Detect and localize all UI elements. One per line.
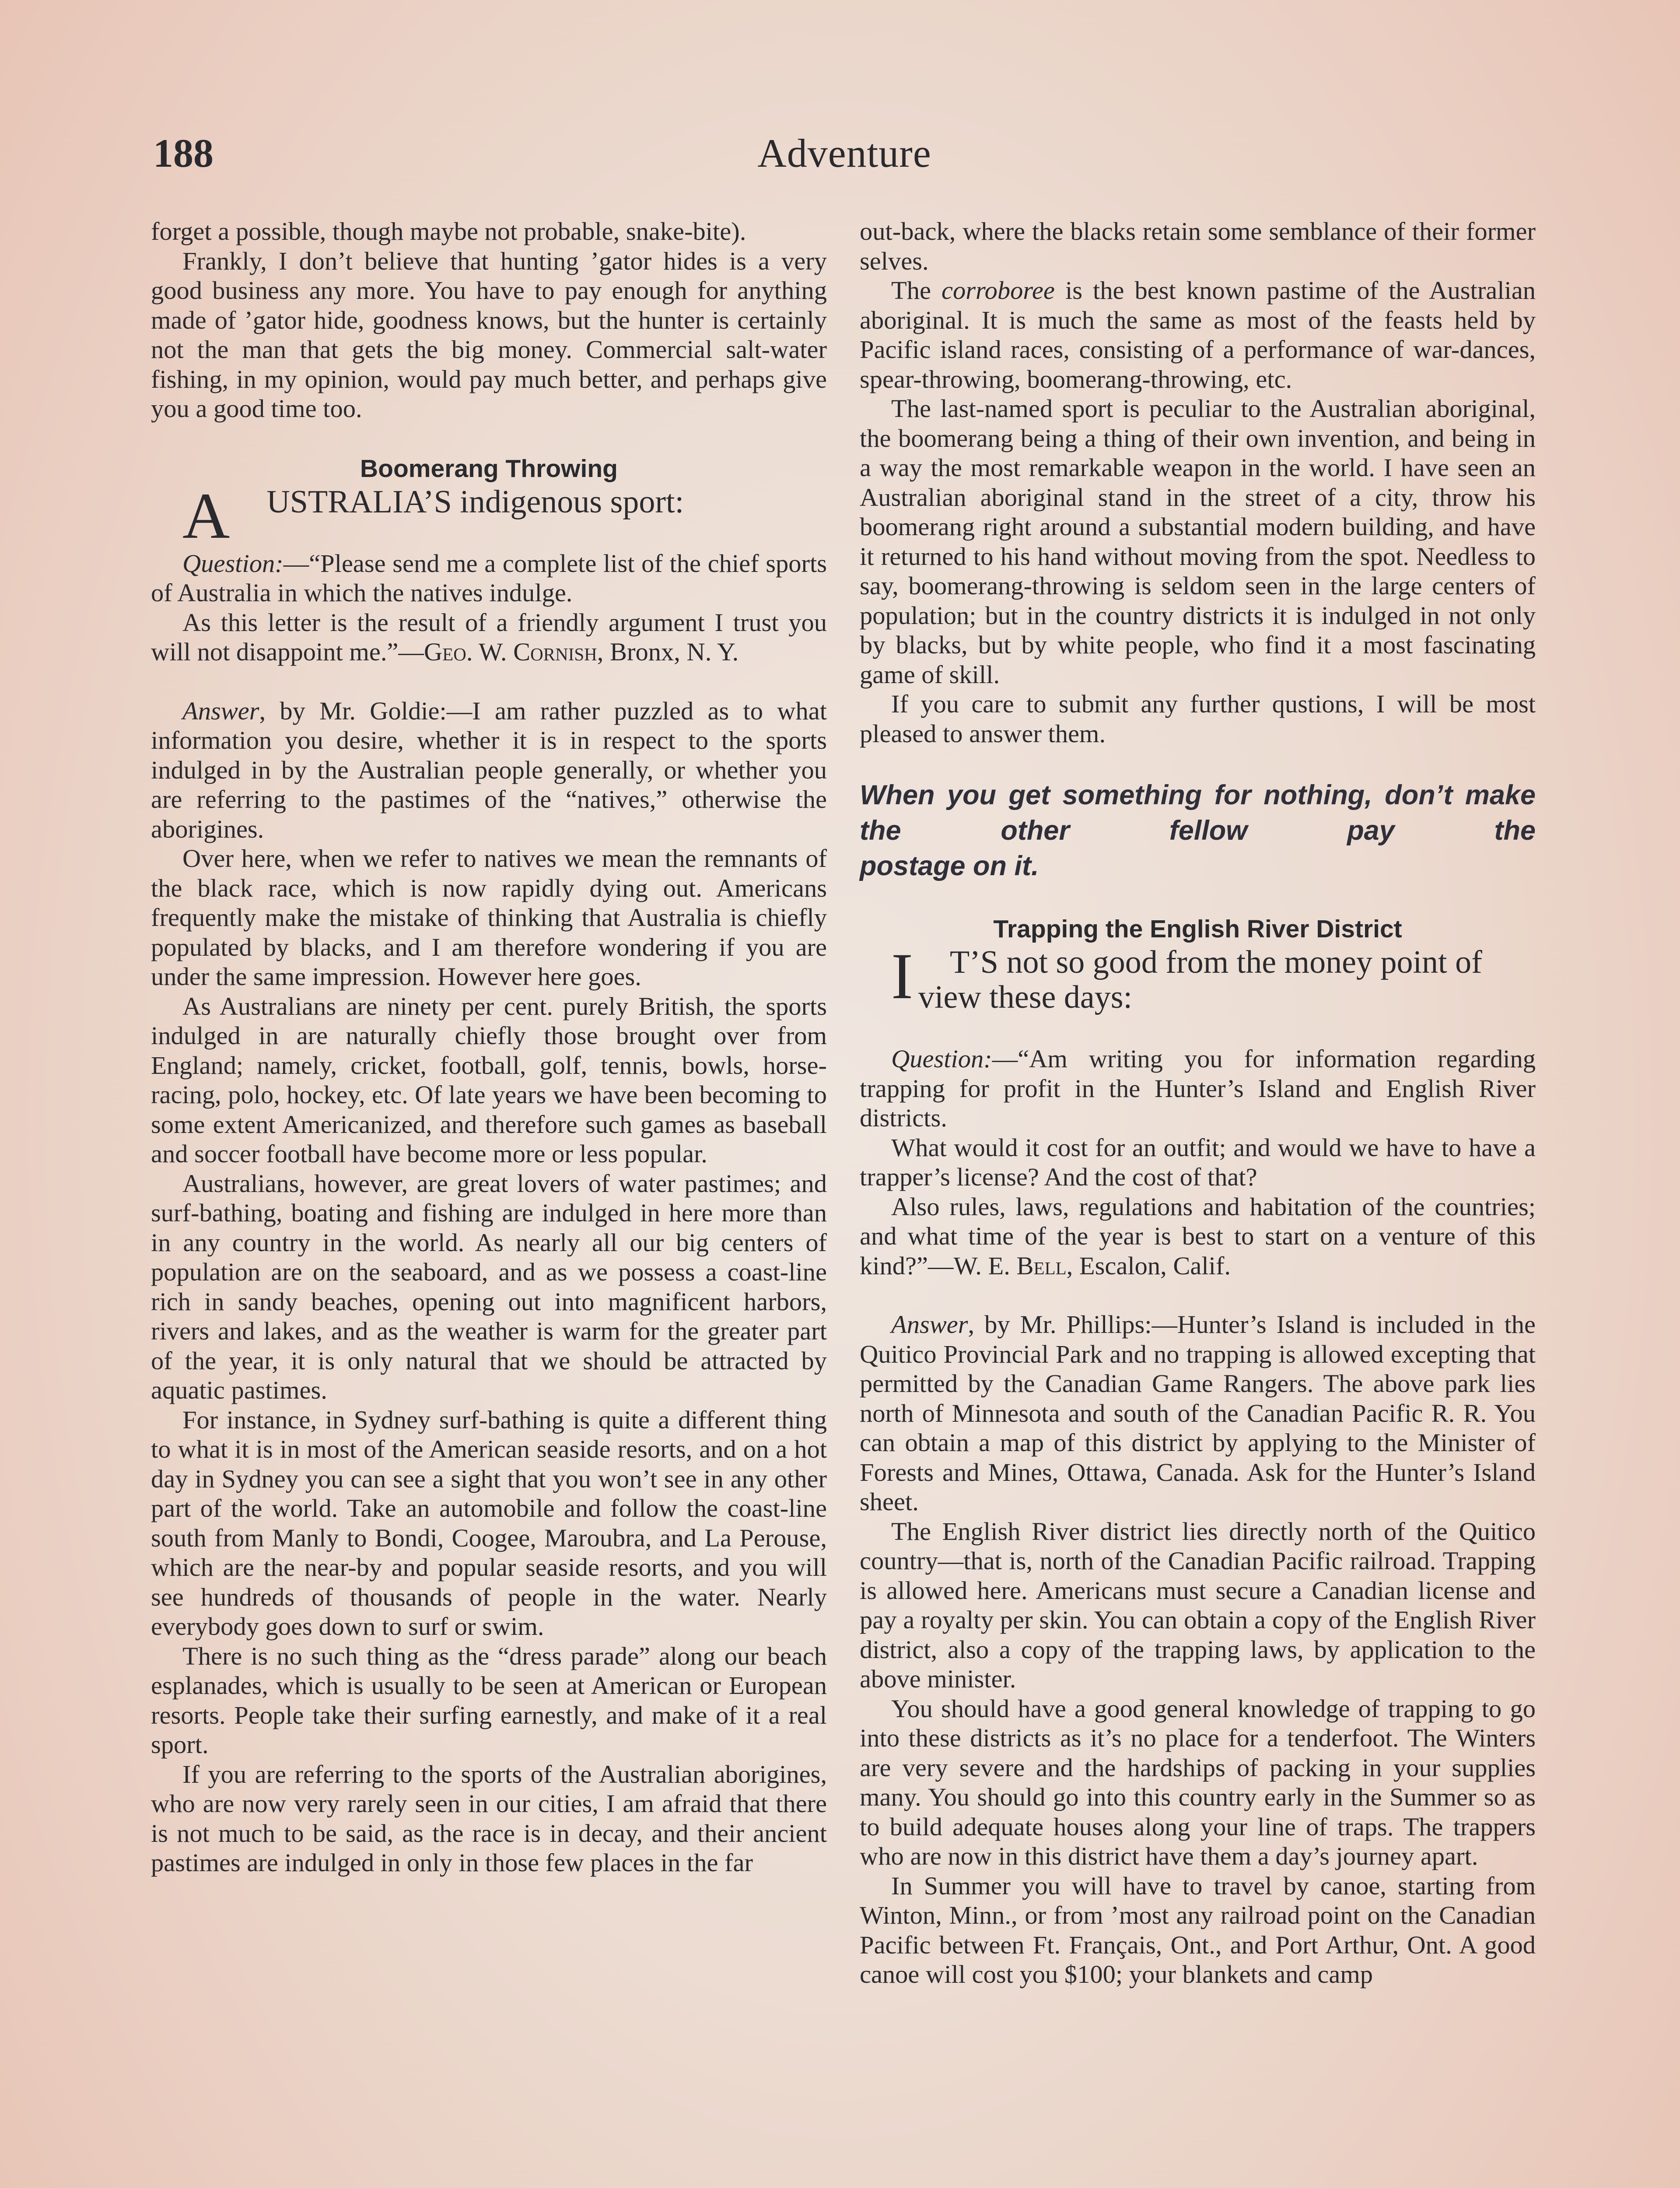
- running-title: Adventure: [757, 131, 931, 175]
- paragraph: Over here, when we refer to natives we mean the remnants of the black race, which is now rapidly dying out. Americans frequently make the mistake of thinking that Australia is chiefly populated by blacks, and I am therefore wondering if you are under the same impression. However here goes.: [151, 844, 827, 991]
- drop-cap: I: [891, 940, 913, 1013]
- question-paragraph: [860, 1044, 1536, 1133]
- question-text: As this letter is the result of a friendly argument I trust you will not disappoint me.”—: [151, 608, 827, 666]
- paragraph: Frankly, I don’t believe that hunting ’gator hides is a very good business any more. You have to pay enough for anything made of ’gator hide, goodness knows, but the hunter is certainly not the man that gets the big money. Commercial salt-water fishing, in my opinion, would pay much better, and perhaps give you a good time too.: [151, 246, 827, 423]
- correspondent-place: , Escalon, Calif.: [1066, 1251, 1231, 1280]
- page-number: 188: [153, 131, 214, 175]
- drop-cap: A: [182, 479, 230, 552]
- right-column: [860, 217, 1536, 1989]
- paragraph: The English River district lies directly north of the Quitico country—that is, north of the Canadian Pacific railroad. Trapping is allowed here. Americans must secure a Canadian license and pay a royalty per skin. You can obtain a copy of the English River district, also a copy of the trapping laws, by application to the above minister.: [860, 1517, 1536, 1693]
- question-label: Question:: [182, 549, 284, 578]
- lead-text: USTRALIA’S indigenous sport:: [266, 484, 684, 520]
- paragraph: out-back, where the blacks retain some semblance of their former selves.: [860, 217, 1536, 275]
- question-label: Question:: [891, 1045, 992, 1073]
- answer-label: Answer: [891, 1310, 968, 1339]
- paragraph: In Summer you will have to travel by canoe, starting from Winton, Minn., or from ’most any railroad point on the Canadian Pacific between Ft. Français, Ont., and Port Arthur, Ont. A good canoe will cost you $100; your blankets and camp: [860, 1871, 1536, 1988]
- question-signoff: [151, 608, 827, 667]
- pull-quote: [860, 778, 1536, 884]
- text: is the best known pastime of the Australian aboriginal. It is much the same as most of the feasts held by Pacific island races, consisting of a performance of war-dances, spear-throwing, boomerang-throwing, etc.: [860, 276, 1536, 393]
- question-paragraph: [151, 549, 827, 608]
- paragraph: If you are referring to the sports of the Australian aborigines, who are now very rarely seen in our cities, I am afraid that there is not much to be said, as the race is in decay, and their ancient pastimes are indulged in only in those few places in the far: [151, 1760, 827, 1877]
- correspondent-place: , Bronx, N. Y.: [597, 638, 739, 666]
- paragraph: As Australians are ninety per cent. purely British, the sports indulged in are naturally chiefly those brought over from England; namely, cricket, football, golf, tennis, bowls, horse-racing, polo, hockey, etc. Of late years we have been becoming to some extent Americanized, and therefore such games as baseball and soccer football have become more or less popular.: [151, 992, 827, 1168]
- pull-quote-text-end: postage on it.: [860, 851, 1039, 881]
- correspondent-name: Geo. W. Cornish: [424, 638, 597, 666]
- question-text: Also rules, laws, regulations and habitation of the countries; and what time of the year is best to start on a venture of this kind?”—: [860, 1192, 1536, 1280]
- section-lead: [151, 479, 827, 552]
- left-column: [151, 217, 827, 1878]
- question-text: —“Am writing you for information regarding trapping for profit in the Hunter’s Island and English River districts.: [860, 1045, 1536, 1132]
- paragraph: The last-named sport is peculiar to the Australian aboriginal, the boomerang being a thing of their own invention, and being in a way the most remarkable weapon in the world. I have seen an Australian aboriginal stand in the street of a city, throw his boomerang right around a substantial modern building, and have it returned to his hand without moving from the spot. Needless to say, boomerang-throwing is seldom seen in the large centers of population; but in the country districts it is indulged in not only by blacks, but by white people, who find it a most fascinating game of skill.: [860, 394, 1536, 689]
- answer-paragraph: [860, 1310, 1536, 1517]
- pull-quote-text: When you get something for nothing, don’t make the other fellow pay the: [860, 780, 1536, 846]
- paragraph: Australians, however, are great lovers of water pastimes; and surf-bathing, boating and fishing are indulged in here more than in any country in the world. As nearly all our big centers of population are on the seaboard, and as we possess a coast-line rich in sandy beaches, opening out into magnificent harbors, rivers and lakes, and as the weather is warm for the greater part of the year, it is only natural that we should be attracted by aquatic pastimes.: [151, 1169, 827, 1404]
- answer-label: Answer: [182, 696, 259, 725]
- paragraph: If you care to submit any further qustions, I will be most pleased to answer them.: [860, 690, 1536, 748]
- italic-term: corroboree: [942, 276, 1055, 305]
- answer-text: , by Mr. Goldie:—I am rather puzzled as to what information you desire, whether it is in respect to the sports indulged in by the Australian people generally, or whether you are referring to the pastimes of the “natives,” otherwise the aborigines.: [151, 696, 827, 843]
- lead-text: T’S not so good from the money point of view these days:: [918, 944, 1482, 1015]
- correspondent-name: W. E. Bell: [953, 1251, 1067, 1280]
- paragraph: What would it cost for an outfit; and would we have to have a trapper’s license? And the cost of that?: [860, 1133, 1536, 1191]
- paragraph: For instance, in Sydney surf-bathing is quite a different thing to what it is in most of the American seaside resorts, and on a hot day in Sydney you can see a sight that you won’t see in any other part of the world. Take an automobile and follow the coast-line south from Manly to Bondi, Coogee, Maroubra, and La Perouse, which are the near-by and popular seaside resorts, and you will see hundreds of thousands of people in the water. Nearly everybody goes down to surf or swim.: [151, 1405, 827, 1641]
- paragraph: You should have a good general knowledge of trapping to go into these districts as it’s no place for a tenderfoot. The Winters are very severe and the hardships of packing in your supplies many. You should go into this country early in the Summer so as to build adequate houses along your line of traps. The trappers who are now in this district have them a day’s journey apart.: [860, 1694, 1536, 1870]
- section-title-trapping: Trapping the English River District: [993, 915, 1402, 943]
- paragraph: There is no such thing as the “dress parade” along our beach esplanades, which is usually to be seen at American or European resorts. People take their surfing earnestly, and make of it a real sport.: [151, 1641, 827, 1759]
- question-text: —“Please send me a complete list of the chief sports of Australia in which the natives indulge.: [151, 549, 827, 607]
- answer-text: , by Mr. Phillips:—Hunter’s Island is included in the Quitico Provincial Park and no trapping is allowed excepting that permitted by the Canadian Game Rangers. The above park lies north of Minnesota and south of the Canadian Pacific R. R. You can obtain a map of this district by applying to the Minister of Forests and Mines, Ottawa, Canada. Ask for the Hunter’s Island sheet.: [860, 1310, 1536, 1516]
- text: The: [891, 276, 942, 305]
- answer-paragraph: [151, 696, 827, 844]
- page-header: [153, 127, 1536, 188]
- paragraph: [860, 276, 1536, 394]
- paragraph: forget a possible, though maybe not probable, snake-bite).: [151, 217, 746, 245]
- question-signoff: [860, 1192, 1536, 1281]
- section-lead: [860, 940, 1536, 1015]
- section-title-boomerang: Boomerang Throwing: [360, 454, 618, 483]
